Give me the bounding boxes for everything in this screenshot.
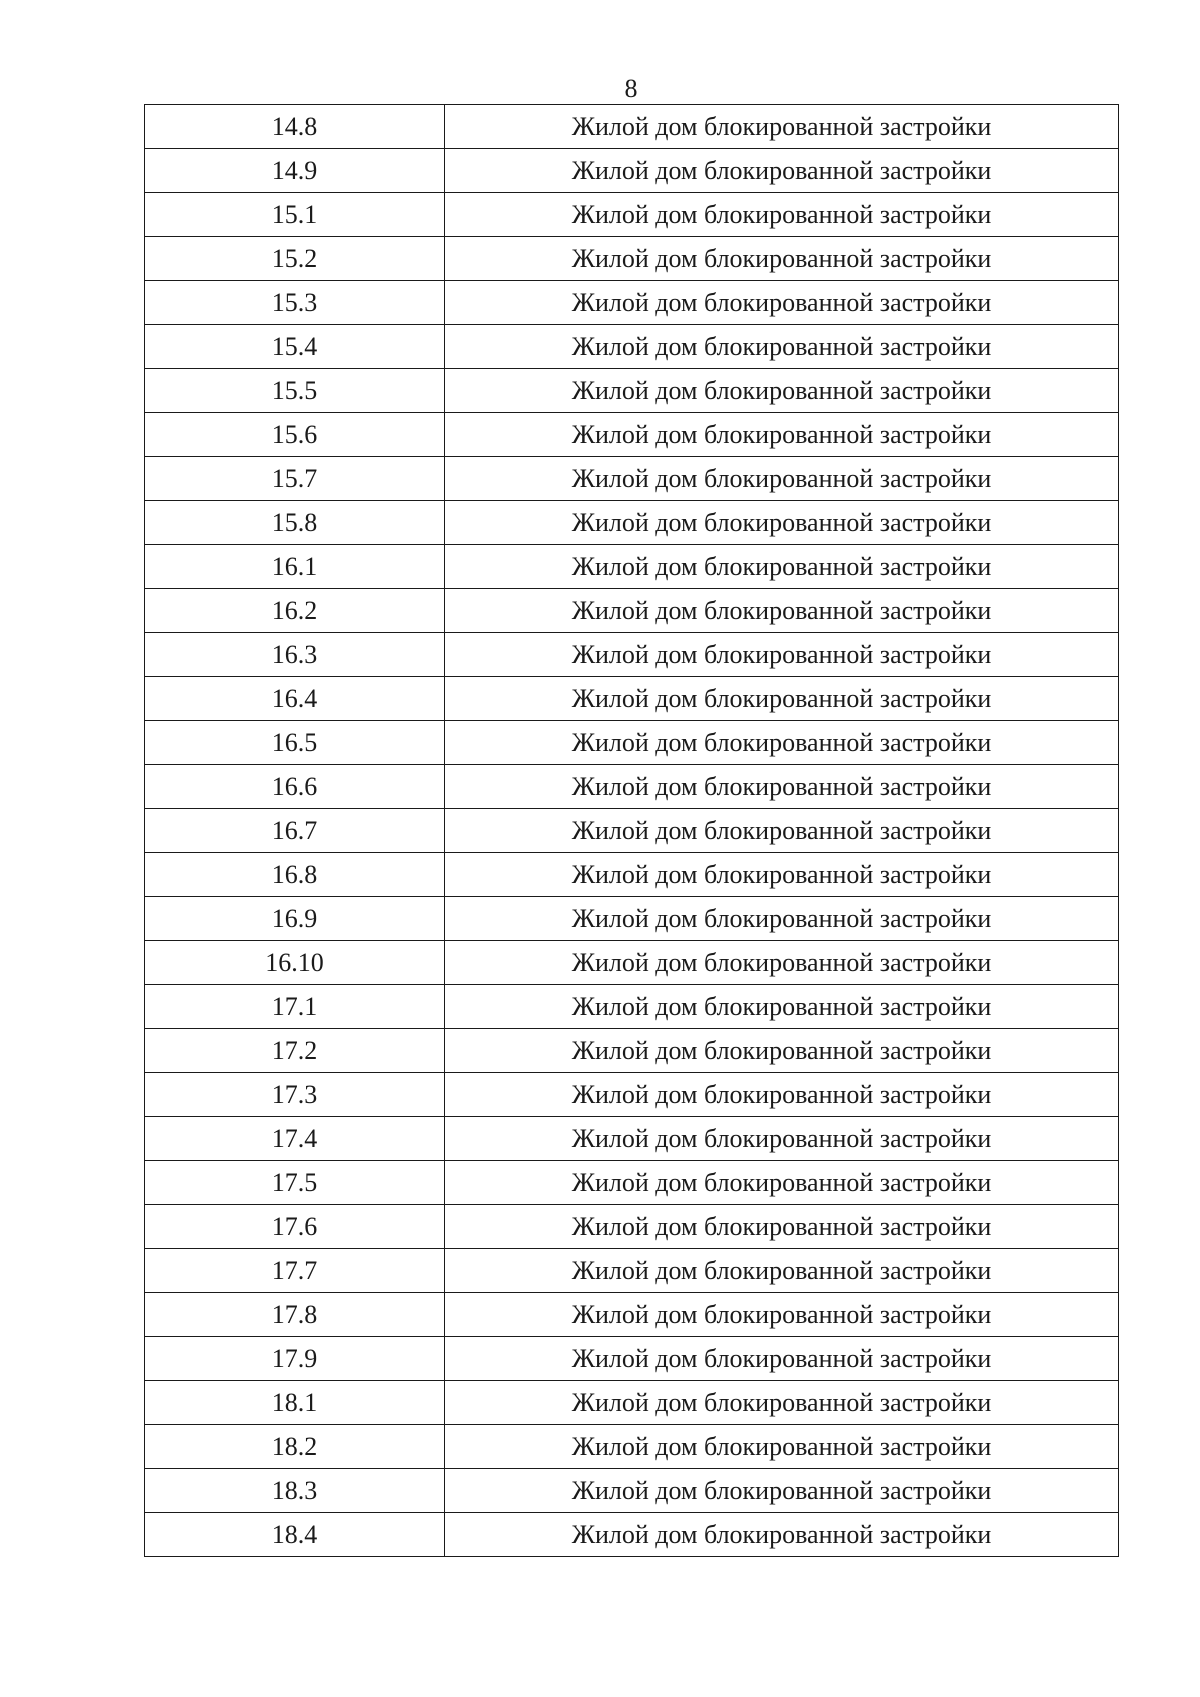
row-description-cell: Жилой дом блокированной застройки <box>445 369 1119 413</box>
row-description-cell: Жилой дом блокированной застройки <box>445 1117 1119 1161</box>
row-number-cell: 15.1 <box>145 193 445 237</box>
row-number-cell: 17.4 <box>145 1117 445 1161</box>
row-description-cell: Жилой дом блокированной застройки <box>445 589 1119 633</box>
table-row <box>145 897 1119 941</box>
row-description-cell: Жилой дом блокированной застройки <box>445 1073 1119 1117</box>
table-row <box>145 589 1119 633</box>
row-number-cell: 14.8 <box>145 105 445 149</box>
row-number-cell: 15.8 <box>145 501 445 545</box>
row-description-cell: Жилой дом блокированной застройки <box>445 765 1119 809</box>
table-row <box>145 413 1119 457</box>
row-description-cell: Жилой дом блокированной застройки <box>445 1293 1119 1337</box>
row-number-cell: 14.9 <box>145 149 445 193</box>
row-description-cell: Жилой дом блокированной застройки <box>445 1513 1119 1557</box>
row-description-cell: Жилой дом блокированной застройки <box>445 1205 1119 1249</box>
table-row <box>145 545 1119 589</box>
row-description-cell: Жилой дом блокированной застройки <box>445 281 1119 325</box>
row-number-cell: 16.3 <box>145 633 445 677</box>
table-row <box>145 369 1119 413</box>
row-description-cell: Жилой дом блокированной застройки <box>445 193 1119 237</box>
row-description-cell: Жилой дом блокированной застройки <box>445 413 1119 457</box>
table-body <box>145 105 1119 1557</box>
row-number-cell: 15.3 <box>145 281 445 325</box>
row-number-cell: 17.3 <box>145 1073 445 1117</box>
row-number-cell: 15.4 <box>145 325 445 369</box>
row-number-cell: 16.4 <box>145 677 445 721</box>
table-row <box>145 193 1119 237</box>
row-description-cell: Жилой дом блокированной застройки <box>445 633 1119 677</box>
row-number-cell: 17.2 <box>145 1029 445 1073</box>
row-description-cell: Жилой дом блокированной застройки <box>445 325 1119 369</box>
row-number-cell: 15.6 <box>145 413 445 457</box>
row-number-cell: 18.1 <box>145 1381 445 1425</box>
row-description-cell: Жилой дом блокированной застройки <box>445 721 1119 765</box>
row-description-cell: Жилой дом блокированной застройки <box>445 1161 1119 1205</box>
table-row <box>145 281 1119 325</box>
table-row <box>145 633 1119 677</box>
row-description-cell: Жилой дом блокированной застройки <box>445 1425 1119 1469</box>
table-row <box>145 1337 1119 1381</box>
table-row <box>145 105 1119 149</box>
row-number-cell: 16.10 <box>145 941 445 985</box>
table-row <box>145 985 1119 1029</box>
row-number-cell: 17.5 <box>145 1161 445 1205</box>
table-row <box>145 1425 1119 1469</box>
table-row <box>145 325 1119 369</box>
table-row <box>145 1205 1119 1249</box>
row-number-cell: 18.3 <box>145 1469 445 1513</box>
table-row <box>145 501 1119 545</box>
row-description-cell: Жилой дом блокированной застройки <box>445 985 1119 1029</box>
row-number-cell: 16.9 <box>145 897 445 941</box>
row-description-cell: Жилой дом блокированной застройки <box>445 1469 1119 1513</box>
table-row <box>145 457 1119 501</box>
row-number-cell: 16.7 <box>145 809 445 853</box>
row-description-cell: Жилой дом блокированной застройки <box>445 545 1119 589</box>
row-number-cell: 15.5 <box>145 369 445 413</box>
row-description-cell: Жилой дом блокированной застройки <box>445 1249 1119 1293</box>
row-number-cell: 17.9 <box>145 1337 445 1381</box>
row-description-cell: Жилой дом блокированной застройки <box>445 149 1119 193</box>
row-description-cell: Жилой дом блокированной застройки <box>445 941 1119 985</box>
table-row <box>145 149 1119 193</box>
table-row <box>145 1161 1119 1205</box>
table-row <box>145 1513 1119 1557</box>
row-number-cell: 17.8 <box>145 1293 445 1337</box>
row-number-cell: 17.6 <box>145 1205 445 1249</box>
row-description-cell: Жилой дом блокированной застройки <box>445 677 1119 721</box>
row-description-cell: Жилой дом блокированной застройки <box>445 809 1119 853</box>
table-row <box>145 765 1119 809</box>
table-row <box>145 1029 1119 1073</box>
row-number-cell: 18.4 <box>145 1513 445 1557</box>
row-description-cell: Жилой дом блокированной застройки <box>445 501 1119 545</box>
row-description-cell: Жилой дом блокированной застройки <box>445 853 1119 897</box>
row-number-cell: 16.2 <box>145 589 445 633</box>
row-number-cell: 16.1 <box>145 545 445 589</box>
row-number-cell: 16.8 <box>145 853 445 897</box>
row-description-cell: Жилой дом блокированной застройки <box>445 1337 1119 1381</box>
table-row <box>145 1469 1119 1513</box>
table-row <box>145 1293 1119 1337</box>
table-row <box>145 1073 1119 1117</box>
row-number-cell: 17.7 <box>145 1249 445 1293</box>
table-row <box>145 1249 1119 1293</box>
table-row <box>145 1381 1119 1425</box>
row-description-cell: Жилой дом блокированной застройки <box>445 897 1119 941</box>
page-number: 8 <box>624 74 638 103</box>
table-row <box>145 677 1119 721</box>
table-row <box>145 941 1119 985</box>
row-description-cell: Жилой дом блокированной застройки <box>445 1029 1119 1073</box>
row-number-cell: 16.5 <box>145 721 445 765</box>
row-description-cell: Жилой дом блокированной застройки <box>445 457 1119 501</box>
table-row <box>145 1117 1119 1161</box>
table-row <box>145 853 1119 897</box>
table-row <box>145 809 1119 853</box>
table-row <box>145 237 1119 281</box>
row-number-cell: 15.7 <box>145 457 445 501</box>
row-description-cell: Жилой дом блокированной застройки <box>445 1381 1119 1425</box>
document-table <box>144 104 1119 1557</box>
row-number-cell: 15.2 <box>145 237 445 281</box>
row-number-cell: 18.2 <box>145 1425 445 1469</box>
table-row <box>145 721 1119 765</box>
row-number-cell: 16.6 <box>145 765 445 809</box>
row-description-cell: Жилой дом блокированной застройки <box>445 105 1119 149</box>
row-description-cell: Жилой дом блокированной застройки <box>445 237 1119 281</box>
row-number-cell: 17.1 <box>145 985 445 1029</box>
